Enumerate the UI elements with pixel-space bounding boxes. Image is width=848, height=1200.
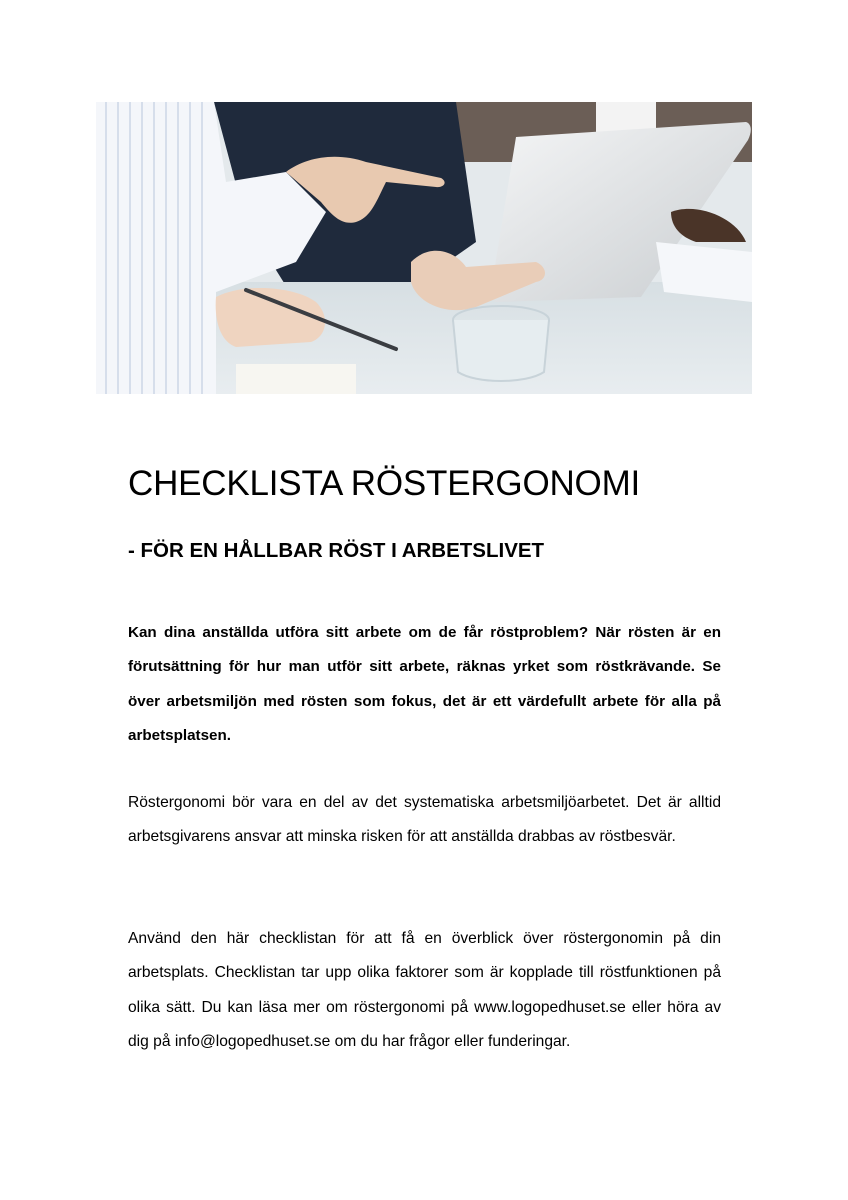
intro-paragraph: Kan dina anställda utföra sitt arbete om de får röstproblem? När rösten är en förutsättning för hur man utför sitt arbete, räknas yrket som röstkrävande. Se över arbetsmiljön med rösten som fokus, det är ett värdefullt arbete för alla på arbetsplatsen. (128, 624, 721, 744)
document-subtitle: - FÖR EN HÅLLBAR RÖST I ARBETSLIVET (128, 539, 545, 562)
meeting-photo-illustration (96, 102, 752, 394)
document-title: CHECKLISTA RÖSTERGONOMI (128, 464, 641, 503)
body-paragraph-usage: Använd den här checklistan för att få en överblick över röstergonomin på din arbetsplats. Checklistan tar upp olika faktorer som är kopplade till röstfunktionen på olika sätt. Du kan läsa mer om röstergonomi på www.logopedhuset.se eller höra av dig på info@logopedhuset.se om du har frågor eller funderingar. (128, 930, 721, 1050)
hero-image (96, 102, 752, 394)
body-paragraph-responsibility: Röstergonomi bör vara en del av det systematiska arbetsmiljöarbetet. Det är alltid arbetsgivarens ansvar att minska risken för att anställda drabbas av röstbesvär. (128, 794, 721, 846)
